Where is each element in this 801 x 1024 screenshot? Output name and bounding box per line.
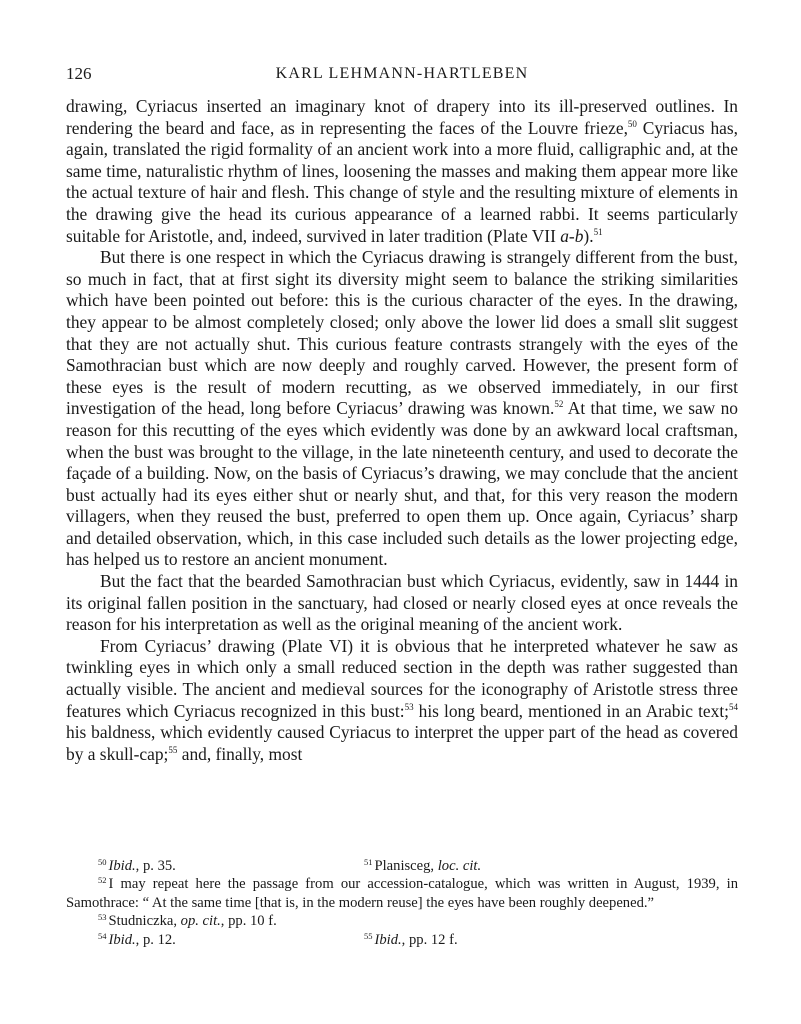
body-text [66, 96, 738, 765]
footnote-italic: loc. cit. [437, 858, 482, 874]
paragraph-text: drawing, Cyriacus inserted an imaginary knot of drapery into its ill-preserved outlines. In rendering the beard and face, as in representing the faces of the Louvre frieze, [66, 96, 738, 138]
paragraph-text: From Cyriacus’ drawing (Plate VI) it is obvious that he interpreted whatever he saw as twinkling eyes in which only a small reduced section in the depth was rather suggested than actually visible. The ancient and medieval sources for the iconography of Aristotle stress three features which Cyriacus recognized in this bust: [66, 635, 738, 721]
footnote-row [66, 857, 738, 875]
footnotes [66, 857, 738, 949]
footnote-ref: 51 [593, 226, 603, 237]
paragraph-3: But the fact that the bearded Samothracian bust which Cyriacus, evidently, saw in 1444 in its original fallen position in the sanctuary, had closed or nearly closed eyes at once reveals the reason for his interpretation as well as the original meaning of the ancient work. [66, 571, 738, 635]
footnote-ref: 53 [404, 701, 414, 712]
paragraph-4 [66, 636, 738, 766]
footnote-italic: op. cit. [180, 913, 221, 930]
footnote-number: 52 [98, 875, 107, 886]
paragraph-text: Cyriacus has, again, translated the rigid formality of an ancient work into a more fluid, calligraphic and, at the same time, naturalistic rhythm of lines, loosening the masses and making them appear more like the actual texture of hair and flesh. This change of style and the resulting mixture of elements in the drawing give the head its curious appearance of a learned rabbi. It seems particularly suitable for Aristotle, and, indeed, survived in later tradition (Plate VII [66, 117, 738, 246]
footnote-number: 54 [98, 930, 107, 941]
footnote-text: Studniczka, [108, 913, 181, 930]
footnote-text: , pp. 12 f. [401, 931, 458, 948]
page-number: 126 [66, 64, 92, 83]
footnote-51 [364, 857, 738, 875]
footnote-text: , pp. 10 f. [220, 913, 277, 930]
footnote-number: 50 [98, 857, 107, 867]
footnote-number: 55 [364, 930, 373, 941]
footnote-50 [66, 857, 364, 875]
running-head: KARL LEHMANN-HARTLEBEN [275, 65, 529, 82]
footnote-italic: Ibid. [108, 931, 136, 948]
page-header [66, 62, 738, 86]
paragraph-text: and, finally, most [177, 743, 303, 764]
footnote-row [66, 931, 738, 949]
footnote-54 [66, 931, 364, 949]
footnote-52 [66, 875, 738, 912]
paragraph-text: At that time, we saw no reason for this recutting of the eyes which evidently was done by an awkward local craftsman, when the bust was brought to the village, in the late nineteenth century, and used to decorate the façade of a building. Now, on the basis of Cyriacus’s drawing, we may conclude that the ancient bust actually had its eyes either shut or nearly shut, and that, for this very reason the modern villagers, when they reused the bust, preferred to open them up. Once again, Cyriacus’ sharp and detailed observation, which, in this case included such details as the lower projecting edge, has helped us to restore an ancient monument. [66, 398, 738, 570]
footnote-number: 53 [98, 912, 107, 923]
footnote-text: , p. 12. [135, 931, 176, 948]
footnote-text: , p. 35. [135, 858, 176, 874]
plate-ref-italic: a-b [560, 225, 584, 246]
footnote-ref: 54 [729, 701, 738, 712]
paragraph-text: But there is one respect in which the Cyriacus drawing is strangely different from the bust, so much in fact, that at first sight its diversity might seem to balance the striking similarities which have been pointed out before: this is the curious character of the eyes. In the drawing, they appear to be almost completely closed; only above the lower lid does a small slit suggest that they are not actually shut. This curious feature contrasts strangely with the eyes of the Samothracian bust which are now deeply and roughly carved. However, the present form of these eyes is the result of modern recutting, as we observed immediately, in our first investigation of the head, long before Cyriacus’ drawing was known. [66, 247, 738, 419]
footnote-italic: Ibid. [108, 858, 136, 874]
footnote-text: I may repeat here the passage from our accession-catalogue, which was written in August, 1939, in Samothrace: “ At the same time [that is, in the modern reuse] the eyes have been roughly deepened.” [66, 876, 738, 911]
footnote-italic: Ibid. [374, 931, 402, 948]
paragraph-1 [66, 96, 738, 247]
footnote-ref: 52 [554, 399, 564, 410]
paragraph-text: his baldness, which evidently caused Cyriacus to interpret the upper part of the head as covered by a skull-cap; [66, 722, 738, 764]
footnote-53 [66, 912, 738, 930]
paragraph-text: his long beard, mentioned in an Arabic text; [413, 700, 729, 721]
footnote-text: Planisceg, [374, 858, 438, 874]
footnote-ref: 50 [627, 118, 637, 129]
footnote-55 [364, 931, 738, 949]
footnote-number: 51 [364, 857, 373, 867]
paragraph-2 [66, 247, 738, 571]
footnote-ref: 55 [168, 744, 178, 755]
paragraph-text: ). [583, 225, 594, 246]
